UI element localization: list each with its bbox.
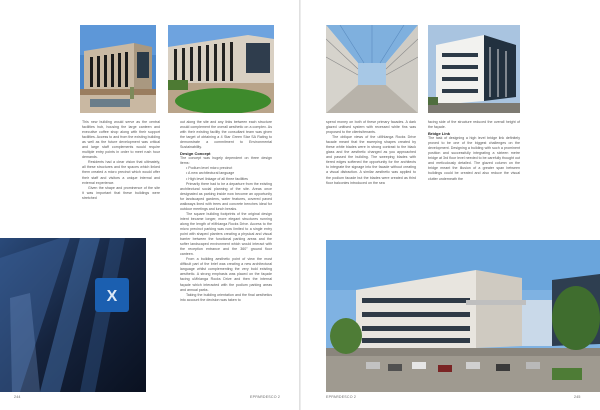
bullet-item: • High level linkage of all three facilities	[186, 176, 248, 181]
paragraph: Residents had a clear vision that ultimately, all these structures and the spaces which linked them created a micro precinct which would offer their staff and visitors a unique internal and external experience.	[82, 160, 160, 185]
photo-building-corner-dusk	[428, 25, 520, 113]
magazine-title-right: EPPARDESCO 2	[326, 395, 357, 399]
paragraph: Primarily there had to be a departure from the existing architectural social planning of the site. Areas once designated as parking inside now become an opportunity for landscaped gardens, water features, covered paved walkways lined with trees and concrete benches ideal for outdoor meetings and lunch breaks.	[180, 181, 272, 211]
magazine-title-left: EPPARDESCO 2	[250, 395, 281, 399]
paragraph: Taking the building orientation and the final aesthetics into account the decision was taken to	[180, 292, 272, 302]
photo-glazed-bridge-walkway	[326, 25, 418, 113]
paragraph: From a building aesthetic point of view the most difficult part of the brief was creating a new architectural language whilst complementing the very bold existing aesthetic. A strong emphasis was placed on the façade facing uMhlanga Rocks Drive and then the internal façade which interacted with the podium parking areas and annual parks.	[180, 257, 272, 292]
photo-building-signage-night	[0, 238, 146, 392]
paragraph: spend money on both of these primary facades. A dark glazed unitised system with recessed white fins was proposed to the clients/tenants.	[326, 120, 416, 135]
right-page-column-1	[326, 120, 416, 186]
left-page-column-1	[82, 120, 160, 201]
paragraph: Given the shape and prominence of the site it was important that these buildings were stretched	[82, 185, 160, 200]
bullet-item: • A new architectural language	[186, 171, 235, 176]
paragraph: The oblique views of the uMhlanga Rocks Drive facade meant that the sweeping shapes created by these white blades were in strong contrast to the black glass and the aesthetic changed as you approached and passed the building. The sweeping blades with tiered edges softened the opportunity for the architects to integrate the signage into the facade without creating a visual distraction. A similar aesthetic was applied to the podium facade but the blades were created as third floor balconies introduced on the sea	[326, 135, 416, 185]
right-page-column-2	[428, 120, 520, 182]
paragraph: This new building would serve as the central facilities hub, housing the large canteen and executive coffee shop along with their support facilities. Access to and from the existing building as well as the future development was critical and large staff complements would require multiple entry points in order to meet rush hour demands.	[82, 120, 160, 160]
photo-building-lawn	[168, 25, 274, 113]
photo-development-panorama	[326, 240, 600, 392]
page-number-left: 244	[14, 395, 21, 399]
page-number-right: 245	[574, 395, 581, 399]
paragraph: out along the site and any links between each structure would complement the overall aesthetic on a complex. As with their existing facility the consultant team was given the target of obtaining a 4 Star Green Star SA Rating to demonstrate a commitment to Environmental Sustainability.	[180, 120, 272, 150]
paragraph: The concept was hugely dependent on three design items:	[180, 156, 272, 166]
left-page-column-2	[180, 120, 272, 303]
section-heading: Design Concept	[180, 151, 211, 157]
svg-text:X: X	[106, 288, 118, 305]
page-gutter	[299, 0, 301, 410]
paragraph: facing side of the structure reduced the overall height of the façade.	[428, 120, 520, 130]
bullet-item: • Podium level micro precinct	[186, 166, 233, 171]
paragraph: The square building footprints of the original design intent became longer, more elegant structures running along the length of eMhlanga Rocks Drive. Access to the micro precinct parking was now limited to a single entry point with shaped planters creating a physical and visual barrier between the functional parking areas and the softer landscaped environment which would interact with the reception entrance and the 360° ground floor canteen.	[180, 211, 272, 257]
paragraph: The task of designing a high level bridge link definitely proved to be one of the biggest challenges on the development. Designing a building with such a prominent position and successfully integrating a sixteen metre bridge at 3rd floor level needed to be carefully thought out and meticulously detailed. The glazed column on the bridge meant the illusion of a greater span between buildings could be created and also reduce the visual clutter underneath the	[428, 136, 520, 181]
section-heading: Bridge Link	[428, 131, 451, 137]
photo-building-facade-courtyard	[80, 25, 156, 113]
